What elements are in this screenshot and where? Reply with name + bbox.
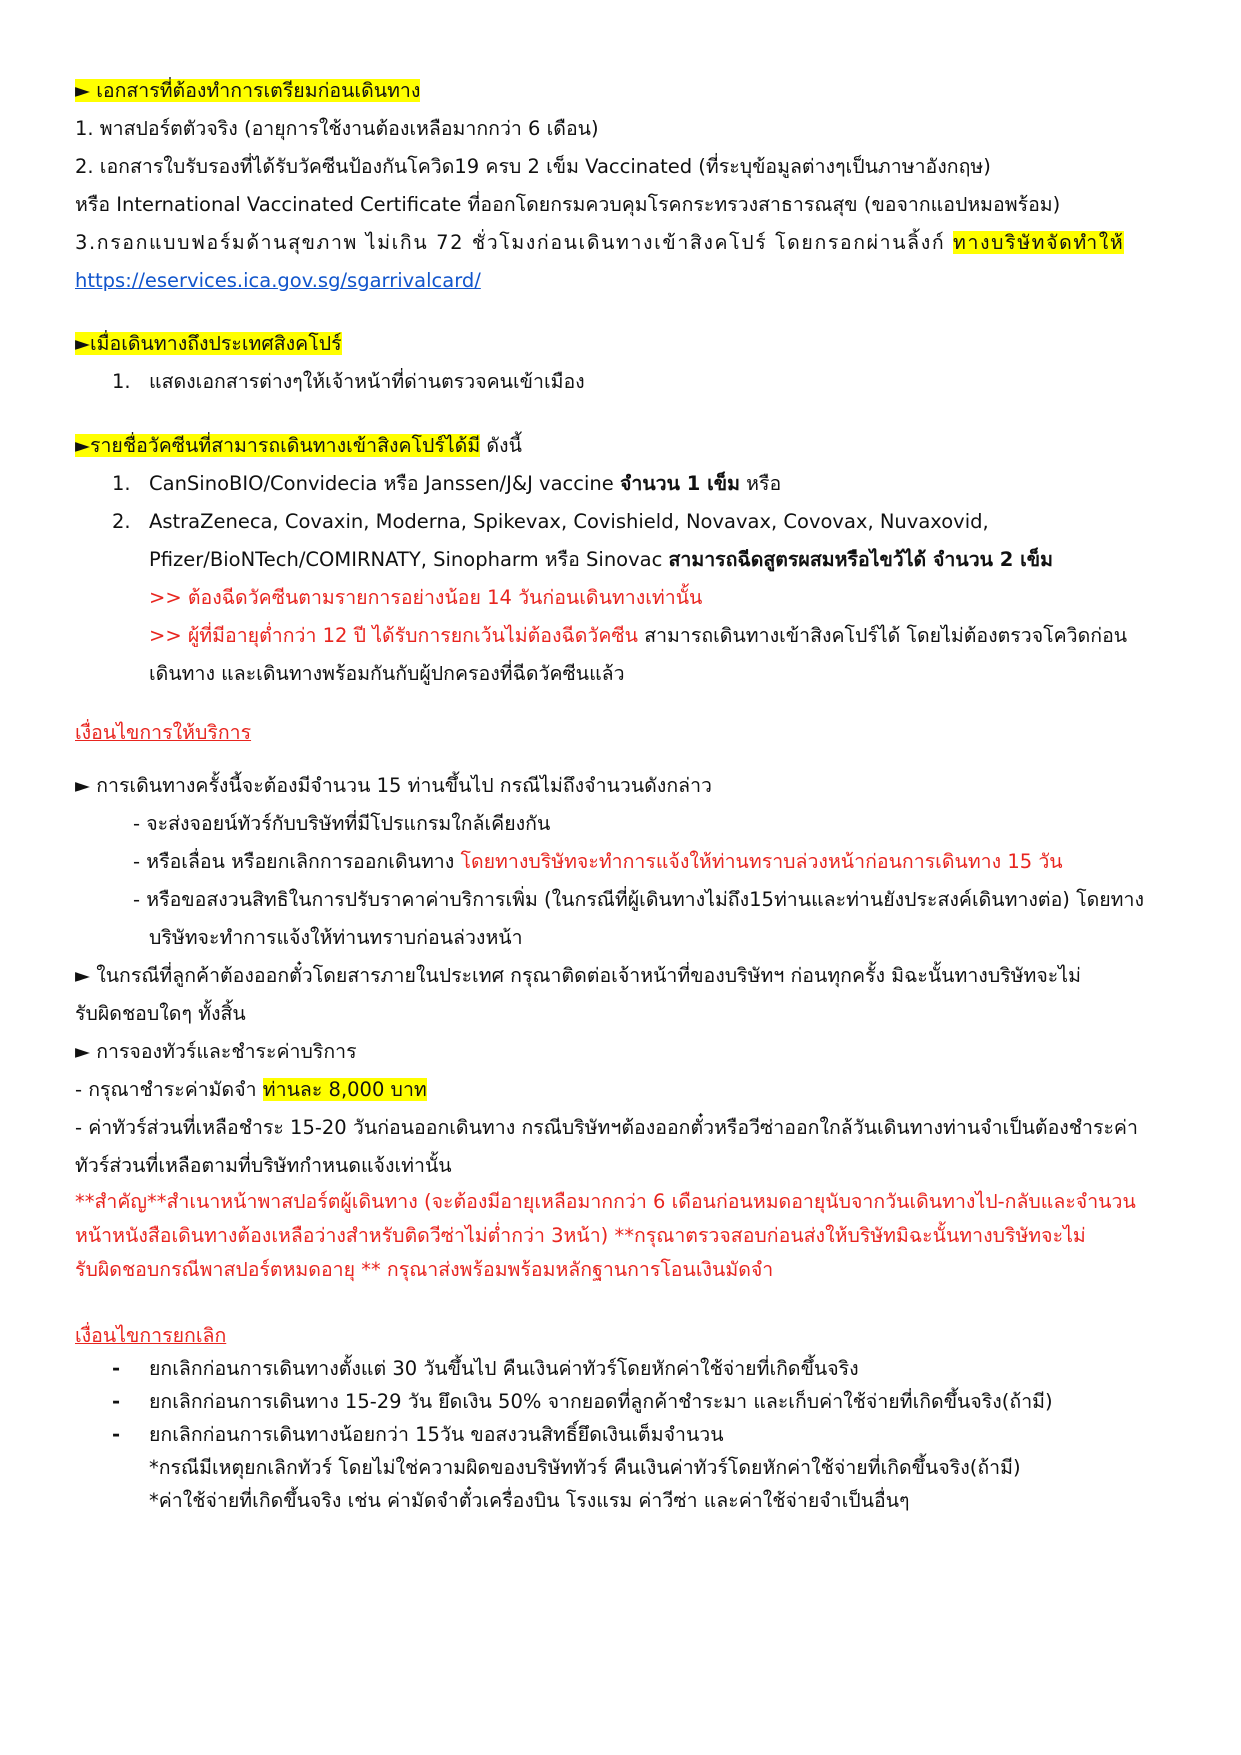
service-condition-1b-text: - หรือเลื่อน หรือยกเลิกการออกเดินทาง bbox=[133, 850, 461, 873]
documents-heading: ► เอกสารที่ต้องทำการเตรียมก่อนเดินทาง bbox=[75, 79, 421, 102]
service-condition-1b-red: โดยทางบริษัทจะทำการแจ้งให้ท่านทราบล่วงหน้าก่อนการเดินทาง 15 วัน bbox=[460, 850, 1063, 873]
cancel-item-2: ยกเลิกก่อนการเดินทาง 15-29 วัน ยึดเงิน 50% จากยอดที่ลูกค้าชำระมา และเก็บค่าใช้จ่ายที่เกิดขึ้นจริง(ถ้ามี) bbox=[149, 1390, 1053, 1413]
service-condition-2: ► ในกรณีที่ลูกค้าต้องออกตั๋วโดยสารภายในประเทศ กรุณาติดต่อเจ้าหน้าที่ของบริษัทฯ ก่อนทุกครั้ง มิฉะนั้นทางบริษัทจะไม่ bbox=[75, 964, 1081, 987]
service-conditions-body bbox=[75, 767, 1171, 1287]
vaccine-note-2-text: สามารถเดินทางเข้าสิงคโปร์ได้ โดยไม่ต้องตรวจโควิดก่อน bbox=[638, 624, 1128, 647]
balance-payment-cont: ทัวร์ส่วนที่เหลือตามที่บริษัทกำหนดแจ้งเท่านั้น bbox=[75, 1154, 452, 1177]
service-condition-1c-cont: บริษัทจะทำการแจ้งให้ท่านทราบก่อนล่วงหน้า bbox=[149, 926, 523, 949]
documents-item-1: 1. พาสปอร์ตตัวจริง (อายุการใช้งานต้องเหลือมากกว่า 6 เดือน) bbox=[75, 117, 599, 140]
vaccine-item-1-dose: จำนวน 1 เข็ม bbox=[619, 472, 740, 495]
vaccine-note-2-red: >> ผู้ที่มีอายุต่ำกว่า 12 ปี ได้รับการยกเว้นไม่ต้องฉีดวัคซีน bbox=[149, 624, 638, 647]
deposit-amount: ท่านละ 8,000 บาท bbox=[262, 1078, 427, 1101]
cancel-note-1: *กรณีมีเหตุยกเลิกทัวร์ โดยไม่ใช่ความผิดของบริษัททัวร์ คืนเงินค่าทัวร์โดยหักค่าใช้จ่ายที่เกิดขึ้นจริง(ถ้ามี) bbox=[149, 1456, 1021, 1479]
arrival-heading: ►เมื่อเดินทางถึงประเทศสิงคโปร์ bbox=[75, 332, 342, 355]
service-conditions-heading: เงื่อนไขการให้บริการ bbox=[75, 721, 252, 744]
documents-item-2: 2. เอกสารใบรับรองที่ได้รับวัคซีนป้องกันโควิด19 ครบ 2 เข็ม Vaccinated (ที่ระบุข้อมูลต่างๆเป็นภาษาอังกฤษ) bbox=[75, 155, 991, 178]
vaccines-heading: ►รายชื่อวัคซีนที่สามารถเดินทางเข้าสิงคโปร์ได้มี bbox=[75, 434, 481, 457]
service-condition-1: ► การเดินทางครั้งนี้จะต้องมีจำนวน 15 ท่านขึ้นไป กรณีไม่ถึงจำนวนดังกล่าว bbox=[75, 774, 712, 797]
cancellation-section bbox=[75, 1319, 1171, 1517]
vaccine-item-2-dose: สามารถฉีดสูตรผสมหรือไขว้ได้ จำนวน 2 เข็ม bbox=[668, 548, 1053, 571]
vaccine-note-1: >> ต้องฉีดวัคซีนตามรายการอย่างน้อย 14 วันก่อนเดินทางเท่านั้น bbox=[149, 586, 703, 609]
vaccine-item-1-text: CanSinoBIO/Convidecia หรือ Janssen/J&J vaccine bbox=[149, 472, 620, 495]
important-note-1: **สำคัญ**สำเนาหน้าพาสปอร์ตผู้เดินทาง (จะต้องมีอายุเหลือมากกว่า 6 เดือนก่อนหมดอายุนับจากวันเดินทางไป-กลับและจำนวน bbox=[75, 1190, 1136, 1213]
deposit-text: - กรุณาชำระค่ามัดจำ bbox=[75, 1078, 263, 1101]
cancel-item-1-dash: - bbox=[112, 1357, 121, 1380]
arrival-item-number: 1. bbox=[112, 370, 131, 393]
balance-payment: - ค่าทัวร์ส่วนที่เหลือชำระ 15-20 วันก่อนออกเดินทาง กรณีบริษัทฯต้องออกตั๋วหรือวีซ่าออกใกล้วันเดินทางท่านจำเป็นต้องชำระค่า bbox=[75, 1116, 1138, 1139]
vaccines-section bbox=[75, 427, 1171, 693]
arrival-section bbox=[75, 325, 1171, 401]
cancel-item-2-dash: - bbox=[112, 1390, 121, 1413]
important-note-2: หน้าหนังสือเดินทางต้องเหลือว่างสำหรับติดวีซ่าไม่ต่ำกว่า 3หน้า) **กรุณาตรวจสอบก่อนส่งให้บริษัทมิฉะนั้นทางบริษัทจะไม่ bbox=[75, 1224, 1086, 1247]
cancel-item-3-dash: - bbox=[112, 1423, 121, 1446]
vaccine-note-2-cont: เดินทาง และเดินทางพร้อมกันกับผู้ปกครองที่ฉีดวัคซีนแล้ว bbox=[149, 662, 625, 685]
documents-item-3 bbox=[75, 224, 1171, 262]
arrival-card-link[interactable]: https://eservices.ica.gov.sg/sgarrivalcard/ bbox=[75, 269, 481, 292]
cancel-note-2: *ค่าใช้จ่ายที่เกิดขึ้นจริง เช่น ค่ามัดจำตั๋วเครื่องบิน โรงแรม ค่าวีซ่า และค่าใช้จ่ายจำเป็นอื่นๆ bbox=[149, 1489, 910, 1512]
service-condition-1c: - หรือขอสงวนสิทธิในการปรับราคาค่าบริการเพิ่ม (ในกรณีที่ผู้เดินทางไม่ถึง15ท่านและท่านยังประสงค์เดินทางต่อ) โดยทาง bbox=[133, 888, 1145, 911]
cancel-item-3: ยกเลิกก่อนการเดินทางน้อยกว่า 15วัน ขอสงวนสิทธิ์ยึดเงินเต็มจำนวน bbox=[149, 1423, 724, 1446]
service-condition-1a: - จะส่งจอยน์ทัวร์กับบริษัทที่มีโปรแกรมใกล้เคียงกัน bbox=[133, 812, 551, 835]
cancellation-heading: เงื่อนไขการยกเลิก bbox=[75, 1324, 227, 1347]
service-condition-3: ► การจองทัวร์และชำระค่าบริการ bbox=[75, 1040, 357, 1063]
vaccine-item-2-number: 2. bbox=[112, 510, 131, 533]
service-conditions-section bbox=[75, 714, 1171, 752]
important-note-3: รับผิดชอบกรณีพาสปอร์ตหมดอายุ ** กรุณาส่งพร้อมพร้อมหลักฐานการโอนเงินมัดจำ bbox=[75, 1258, 774, 1281]
documents-item-2-cont: หรือ International Vaccinated Certificate ที่ออกโดยกรมควบคุมโรคกระทรวงสาธารณสุข (ขอจากแอปหมอพร้อม) bbox=[75, 193, 1061, 216]
documents-item-3-text: 3.กรอกแบบฟอร์มด้านสุขภาพ ไม่เกิน 72 ชั่วโมงก่อนเดินทางเข้าสิงคโปร์ โดยกรอกผ่านลิ้งก์ bbox=[75, 231, 954, 254]
vaccine-item-2-line-1: AstraZeneca, Covaxin, Moderna, Spikevax, Covishield, Novavax, Covovax, Nuvaxovid, bbox=[149, 510, 989, 533]
documents-section bbox=[75, 72, 1171, 300]
documents-item-3-highlight: ทางบริษัทจัดทำให้ bbox=[953, 231, 1125, 254]
arrival-item-1: แสดงเอกสารต่างๆให้เจ้าหน้าที่ด่านตรวจคนเข้าเมือง bbox=[149, 370, 585, 393]
vaccine-item-1-number: 1. bbox=[112, 472, 131, 495]
vaccine-item-1-suffix: หรือ bbox=[739, 472, 782, 495]
vaccines-heading-suffix: ดังนี้ bbox=[480, 434, 522, 457]
vaccine-item-2-line-2: Pfizer/BioNTech/COMIRNATY, Sinopharm หรือ Sinovac bbox=[149, 548, 669, 571]
service-condition-2-cont: รับผิดชอบใดๆ ทั้งสิ้น bbox=[75, 1002, 246, 1025]
cancel-item-1: ยกเลิกก่อนการเดินทางตั้งแต่ 30 วันขึ้นไป คืนเงินค่าทัวร์โดยหักค่าใช้จ่ายที่เกิดขึ้นจริง bbox=[149, 1357, 859, 1380]
